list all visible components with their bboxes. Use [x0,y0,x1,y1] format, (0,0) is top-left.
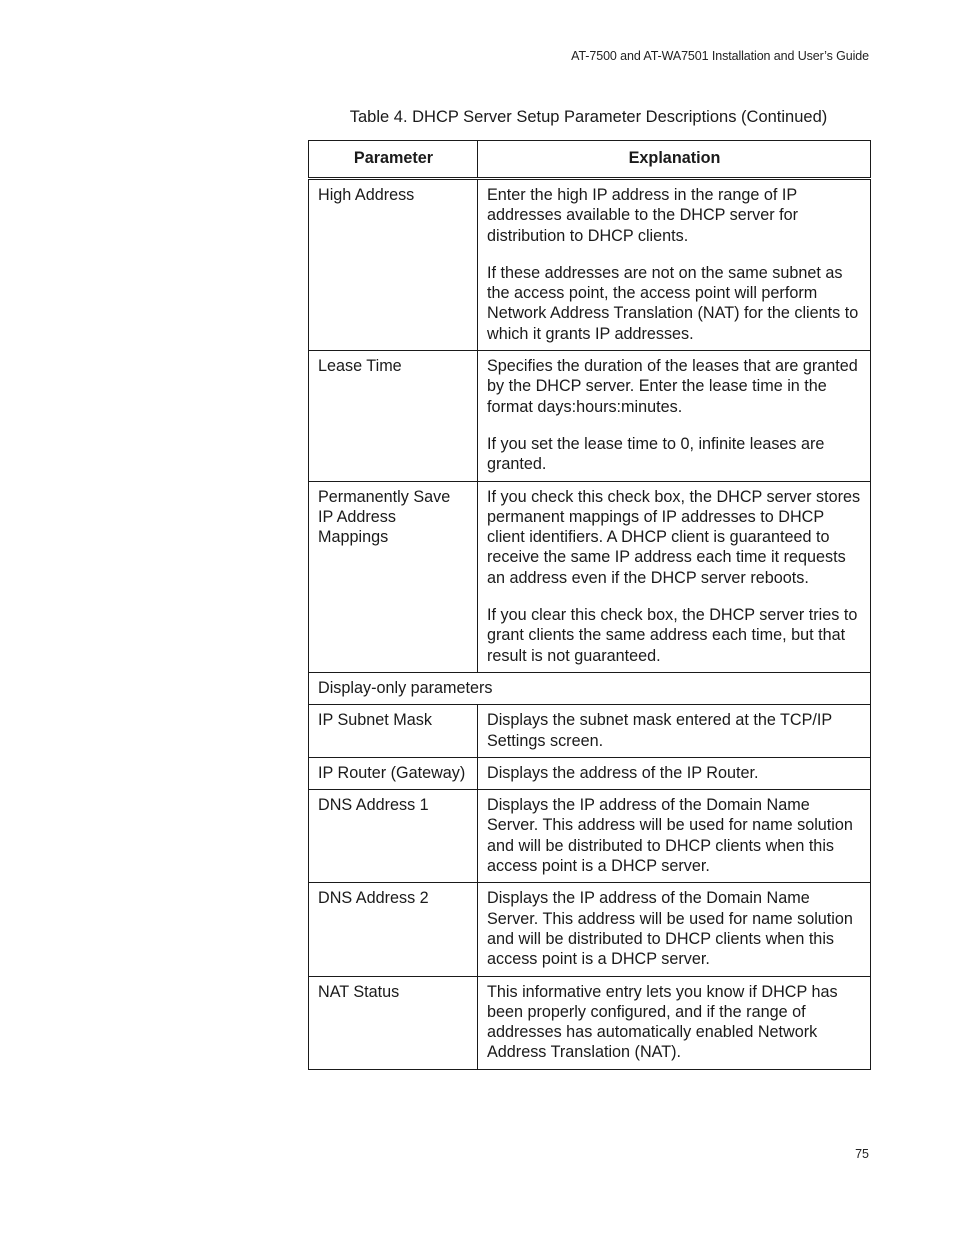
table-row [309,705,871,758]
table-caption: Table 4. DHCP Server Setup Parameter Descriptions (Continued) [349,108,828,126]
table-row [309,351,871,481]
explanation-paragraph: If you check this check box, the DHCP server stores permanent mappings of IP addresses to DHCP client identifiers. A DHCP client is guaranteed to receive the same IP address each time it requests an address even if the DHCP server reboots. [487,487,861,587]
section-label: Display-only parameters [309,672,871,704]
table-row [309,757,871,789]
explanation-cell: Displays the IP address of the Domain Name Server. This address will be used for name solution and will be distributed to DHCP clients when this access point is a DHCP server. [478,883,871,976]
table-header-row [309,141,871,179]
parameter-cell: Lease Time [309,351,478,481]
explanation-paragraph: If you set the lease time to 0, infinite leases are granted. [487,434,825,474]
running-header: AT-7500 and AT-WA7501 Installation and User’s Guide [571,49,869,63]
column-header-parameter: Parameter [309,141,478,179]
explanation-paragraph: Enter the high IP address in the range of IP addresses available to the DHCP server for distribution to DHCP clients. [487,186,799,245]
explanation-cell [478,481,871,672]
column-header-explanation: Explanation [478,141,871,179]
explanation-cell: This informative entry lets you know if DHCP has been properly configured, and if the range of addresses has automatically enabled Network Address Translation (NAT). [478,976,871,1069]
parameter-cell: DNS Address 1 [309,790,478,883]
table-row [309,883,871,976]
parameter-cell: IP Subnet Mask [309,705,478,758]
table-row [309,790,871,883]
parameter-cell: NAT Status [309,976,478,1069]
parameter-cell: DNS Address 2 [309,883,478,976]
explanation-cell [478,179,871,351]
page-number: 75 [855,1147,869,1161]
table-row [309,481,871,672]
table-row [309,179,871,351]
parameter-table [308,140,871,1070]
section-row [309,672,871,704]
parameter-cell: High Address [309,179,478,351]
table-row [309,976,871,1069]
parameter-cell: IP Router (Gateway) [309,757,478,789]
explanation-paragraph: If you clear this check box, the DHCP server tries to grant clients the same address each time, but that result is not guaranteed. [487,606,858,665]
explanation-cell: Displays the address of the IP Router. [478,757,871,789]
parameter-cell: Permanently Save IP Address Mappings [309,481,478,672]
explanation-cell: Displays the IP address of the Domain Name Server. This address will be used for name solution and will be distributed to DHCP clients when this access point is a DHCP server. [478,790,871,883]
explanation-paragraph: If these addresses are not on the same subnet as the access point, the access point will perform Network Address Translation (NAT) for the clients to which it grants IP addresses. [487,263,859,343]
explanation-cell: Displays the subnet mask entered at the TCP/IP Settings screen. [478,705,871,758]
explanation-paragraph: Specifies the duration of the leases that are granted by the DHCP server. Enter the lease time in the format days:hours:minutes. [487,357,858,416]
explanation-cell [478,351,871,481]
